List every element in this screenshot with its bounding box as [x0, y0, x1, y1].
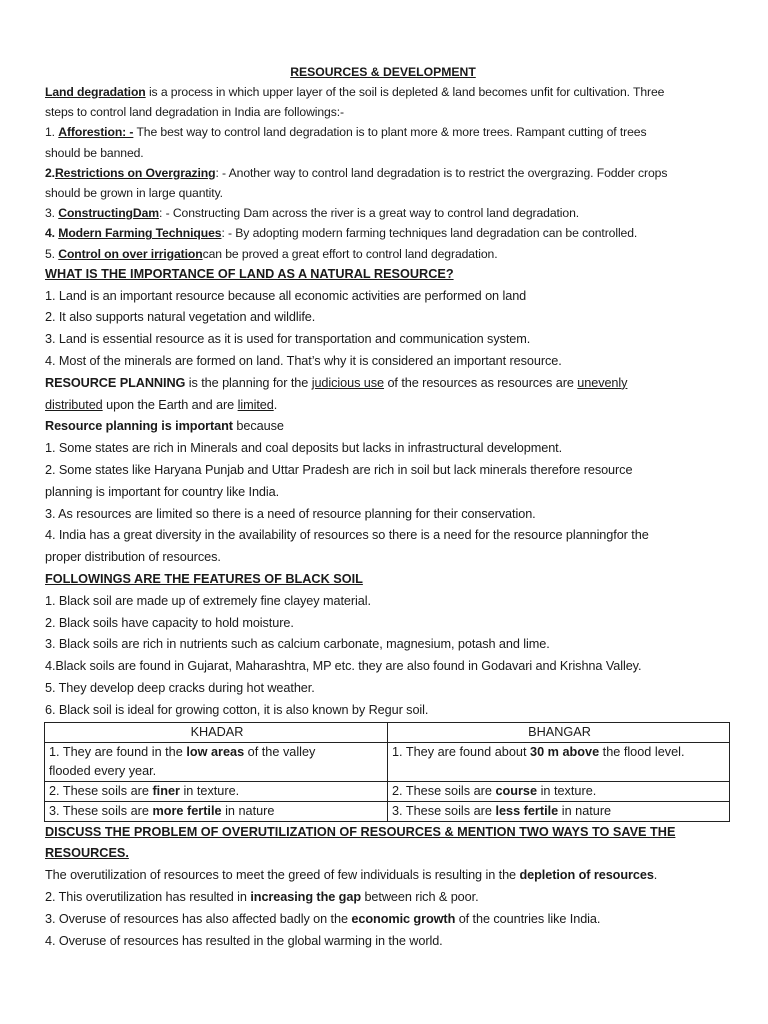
black-soil-point: 5. They develop deep cracks during hot weather.	[45, 680, 315, 695]
text: 1. They are found about	[392, 744, 531, 759]
resource-planning-point: 3. As resources are limited so there is a need of resource planning for their conservation.	[45, 506, 536, 521]
step-5	[45, 244, 721, 264]
step-1	[45, 122, 721, 142]
black-soil-point: 3. Black soils are rich in nutrients such as calcium carbonate, magnesium, potash and lime.	[45, 637, 550, 652]
overutilization-heading-cont: RESOURCES.	[45, 846, 129, 861]
step-text: : - Constructing Dam across the river is a great way to control land degradation.	[159, 206, 580, 221]
text: 2. These soils are	[392, 783, 496, 798]
underlined-text: distributed	[45, 397, 103, 412]
document-page	[45, 62, 721, 952]
bold-text: low areas	[186, 744, 245, 759]
underlined-text: limited	[237, 397, 274, 412]
text: in nature	[558, 803, 612, 818]
table-cell-khadar	[45, 781, 388, 801]
text: of the countries like India.	[455, 911, 601, 926]
black-soil-point: 4.Black soils are found in Gujarat, Maharashtra, MP etc. they are also found in Godavari and Krishna Valley.	[45, 659, 642, 674]
table-header-khadar: KHADAR	[45, 722, 388, 742]
bold-text: finer	[152, 783, 180, 798]
resource-planning-point-cont: planning is important for country like India.	[45, 484, 280, 499]
text: 2. This overutilization has resulted in	[45, 889, 251, 904]
text: flooded every year.	[49, 763, 157, 778]
step-4	[45, 223, 721, 243]
land-importance-point: 4. Most of the minerals are formed on land. That’s why it is considered an important resource.	[45, 354, 562, 369]
table-header-row	[45, 722, 730, 742]
overutilization-heading: DISCUSS THE PROBLEM OF OVERUTILIZATION OF RESOURCES & MENTION TWO WAYS TO SAVE THE	[45, 824, 676, 839]
text: 3. Overuse of resources has also affected badly on the	[45, 911, 352, 926]
bold-text: depletion of resources	[519, 868, 654, 883]
resource-planning-important	[45, 416, 721, 438]
step-text: : - Another way to control land degradation is to restrict the overgrazing. Fodder crops	[215, 165, 668, 180]
text: 3. These soils are	[49, 803, 153, 818]
text: because	[232, 419, 284, 434]
step-label: ConstructingDam	[58, 206, 160, 221]
bold-text: Resource planning is important	[45, 419, 233, 434]
land-degradation-definition-cont: steps to control land degradation in India are followings:-	[45, 105, 344, 120]
bold-text: economic growth	[351, 911, 456, 926]
overutilization-point: 4. Overuse of resources has resulted in the global warming in the world.	[45, 933, 443, 948]
black-soil-point: 6. Black soil is ideal for growing cotton, it is also known by Regur soil.	[45, 702, 429, 717]
step-number: 1.	[45, 125, 59, 140]
text: in texture.	[179, 783, 240, 798]
step-text: can be proved a great effort to control land degradation.	[202, 246, 498, 261]
text: of the valley	[244, 744, 316, 759]
step-label: Restrictions on Overgrazing	[54, 165, 216, 180]
land-importance-point: 3. Land is essential resource as it is used for transportation and communication system.	[45, 332, 531, 347]
text: .	[653, 868, 658, 883]
resource-planning-point-cont: proper distribution of resources.	[45, 550, 221, 565]
resource-planning-point: 2. Some states like Haryana Punjab and Uttar Pradesh are rich in soil but lack minerals therefore resource	[45, 463, 633, 477]
black-soil-point: 1. Black soil are made up of extremely fine clayey material.	[45, 593, 371, 608]
step-2	[45, 163, 721, 183]
step-number: 4.	[45, 226, 59, 241]
resource-planning-term: RESOURCE PLANNING	[45, 375, 186, 390]
overutilization-point	[45, 887, 721, 909]
bold-text: course	[495, 783, 538, 798]
table-header-bhangar: BHANGAR	[388, 722, 730, 742]
resource-planning-point: 1. Some states are rich in Minerals and coal deposits but lacks in infrastructural development.	[45, 441, 563, 456]
table-row	[45, 781, 730, 801]
step-label: Afforestion: -	[58, 125, 134, 140]
step-number: 3.	[45, 206, 59, 221]
text: between rich & poor.	[361, 889, 479, 904]
text: .	[273, 397, 278, 412]
step-text: : - By adopting modern farming techniques land degradation can be controlled.	[221, 226, 638, 241]
table-row	[45, 742, 730, 781]
step-label: Control on over irrigation	[58, 246, 203, 261]
step-1-cont: should be banned.	[45, 145, 144, 160]
bold-text: 30 m above	[530, 744, 600, 759]
step-number: 5.	[45, 246, 59, 261]
land-degradation-term: Land degradation	[45, 85, 146, 99]
step-number: 2.	[45, 165, 55, 180]
table-cell-khadar	[45, 801, 388, 821]
text: in nature	[221, 803, 275, 818]
step-text: The best way to control land degradation is to plant more & more trees. Rampant cutting of trees	[133, 125, 647, 140]
overutilization-point	[45, 865, 721, 887]
definition-text: is a process in which upper layer of the soil is depleted & land becomes unfit for cultivation. Three	[145, 85, 665, 99]
black-soil-point: 2. Black soils have capacity to hold moisture.	[45, 615, 294, 630]
table-row	[45, 801, 730, 821]
table-cell-bhangar	[388, 781, 730, 801]
table-cell-bhangar	[388, 742, 730, 781]
text: upon the Earth and are	[102, 397, 238, 412]
text: 3. These soils are	[392, 803, 496, 818]
bold-text: increasing the gap	[250, 889, 361, 904]
text: 2. These soils are	[49, 783, 153, 798]
step-2-cont: should be grown in large quantity.	[45, 186, 223, 201]
underlined-text: judicious use	[311, 375, 385, 390]
land-importance-point: 2. It also supports natural vegetation and wildlife.	[45, 310, 316, 325]
land-degradation-definition	[45, 82, 721, 102]
text: in texture.	[537, 783, 597, 798]
table-cell-bhangar	[388, 801, 730, 821]
step-3	[45, 203, 721, 223]
text: 1. They are found in the	[49, 744, 187, 759]
text: is the planning for the	[185, 375, 312, 390]
land-importance-heading: WHAT IS THE IMPORTANCE OF LAND AS A NATURAL RESOURCE?	[45, 266, 454, 281]
step-label: Modern Farming Techniques	[58, 226, 222, 241]
table-cell-khadar	[45, 742, 388, 781]
resource-planning-definition-cont	[45, 395, 721, 417]
resource-planning-definition	[45, 373, 721, 395]
land-importance-point: 1. Land is an important resource because all economic activities are performed on land	[45, 288, 527, 303]
bold-text: more fertile	[152, 803, 222, 818]
overutilization-point	[45, 909, 721, 931]
black-soil-heading: FOLLOWINGS ARE THE FEATURES OF BLACK SOIL	[45, 571, 363, 586]
khadar-bhangar-table	[44, 722, 730, 822]
text: of the resources as resources are	[384, 375, 578, 390]
page-title: RESOURCES & DEVELOPMENT	[290, 65, 476, 79]
text: The overutilization of resources to meet the greed of few individuals is resulting in the	[45, 868, 520, 883]
bold-text: less fertile	[495, 803, 559, 818]
underlined-text: unevenly	[577, 375, 628, 390]
text: the flood level.	[599, 744, 685, 759]
resource-planning-point: 4. India has a great diversity in the availability of resources so there is a need for the resource planningfor the	[45, 528, 649, 543]
